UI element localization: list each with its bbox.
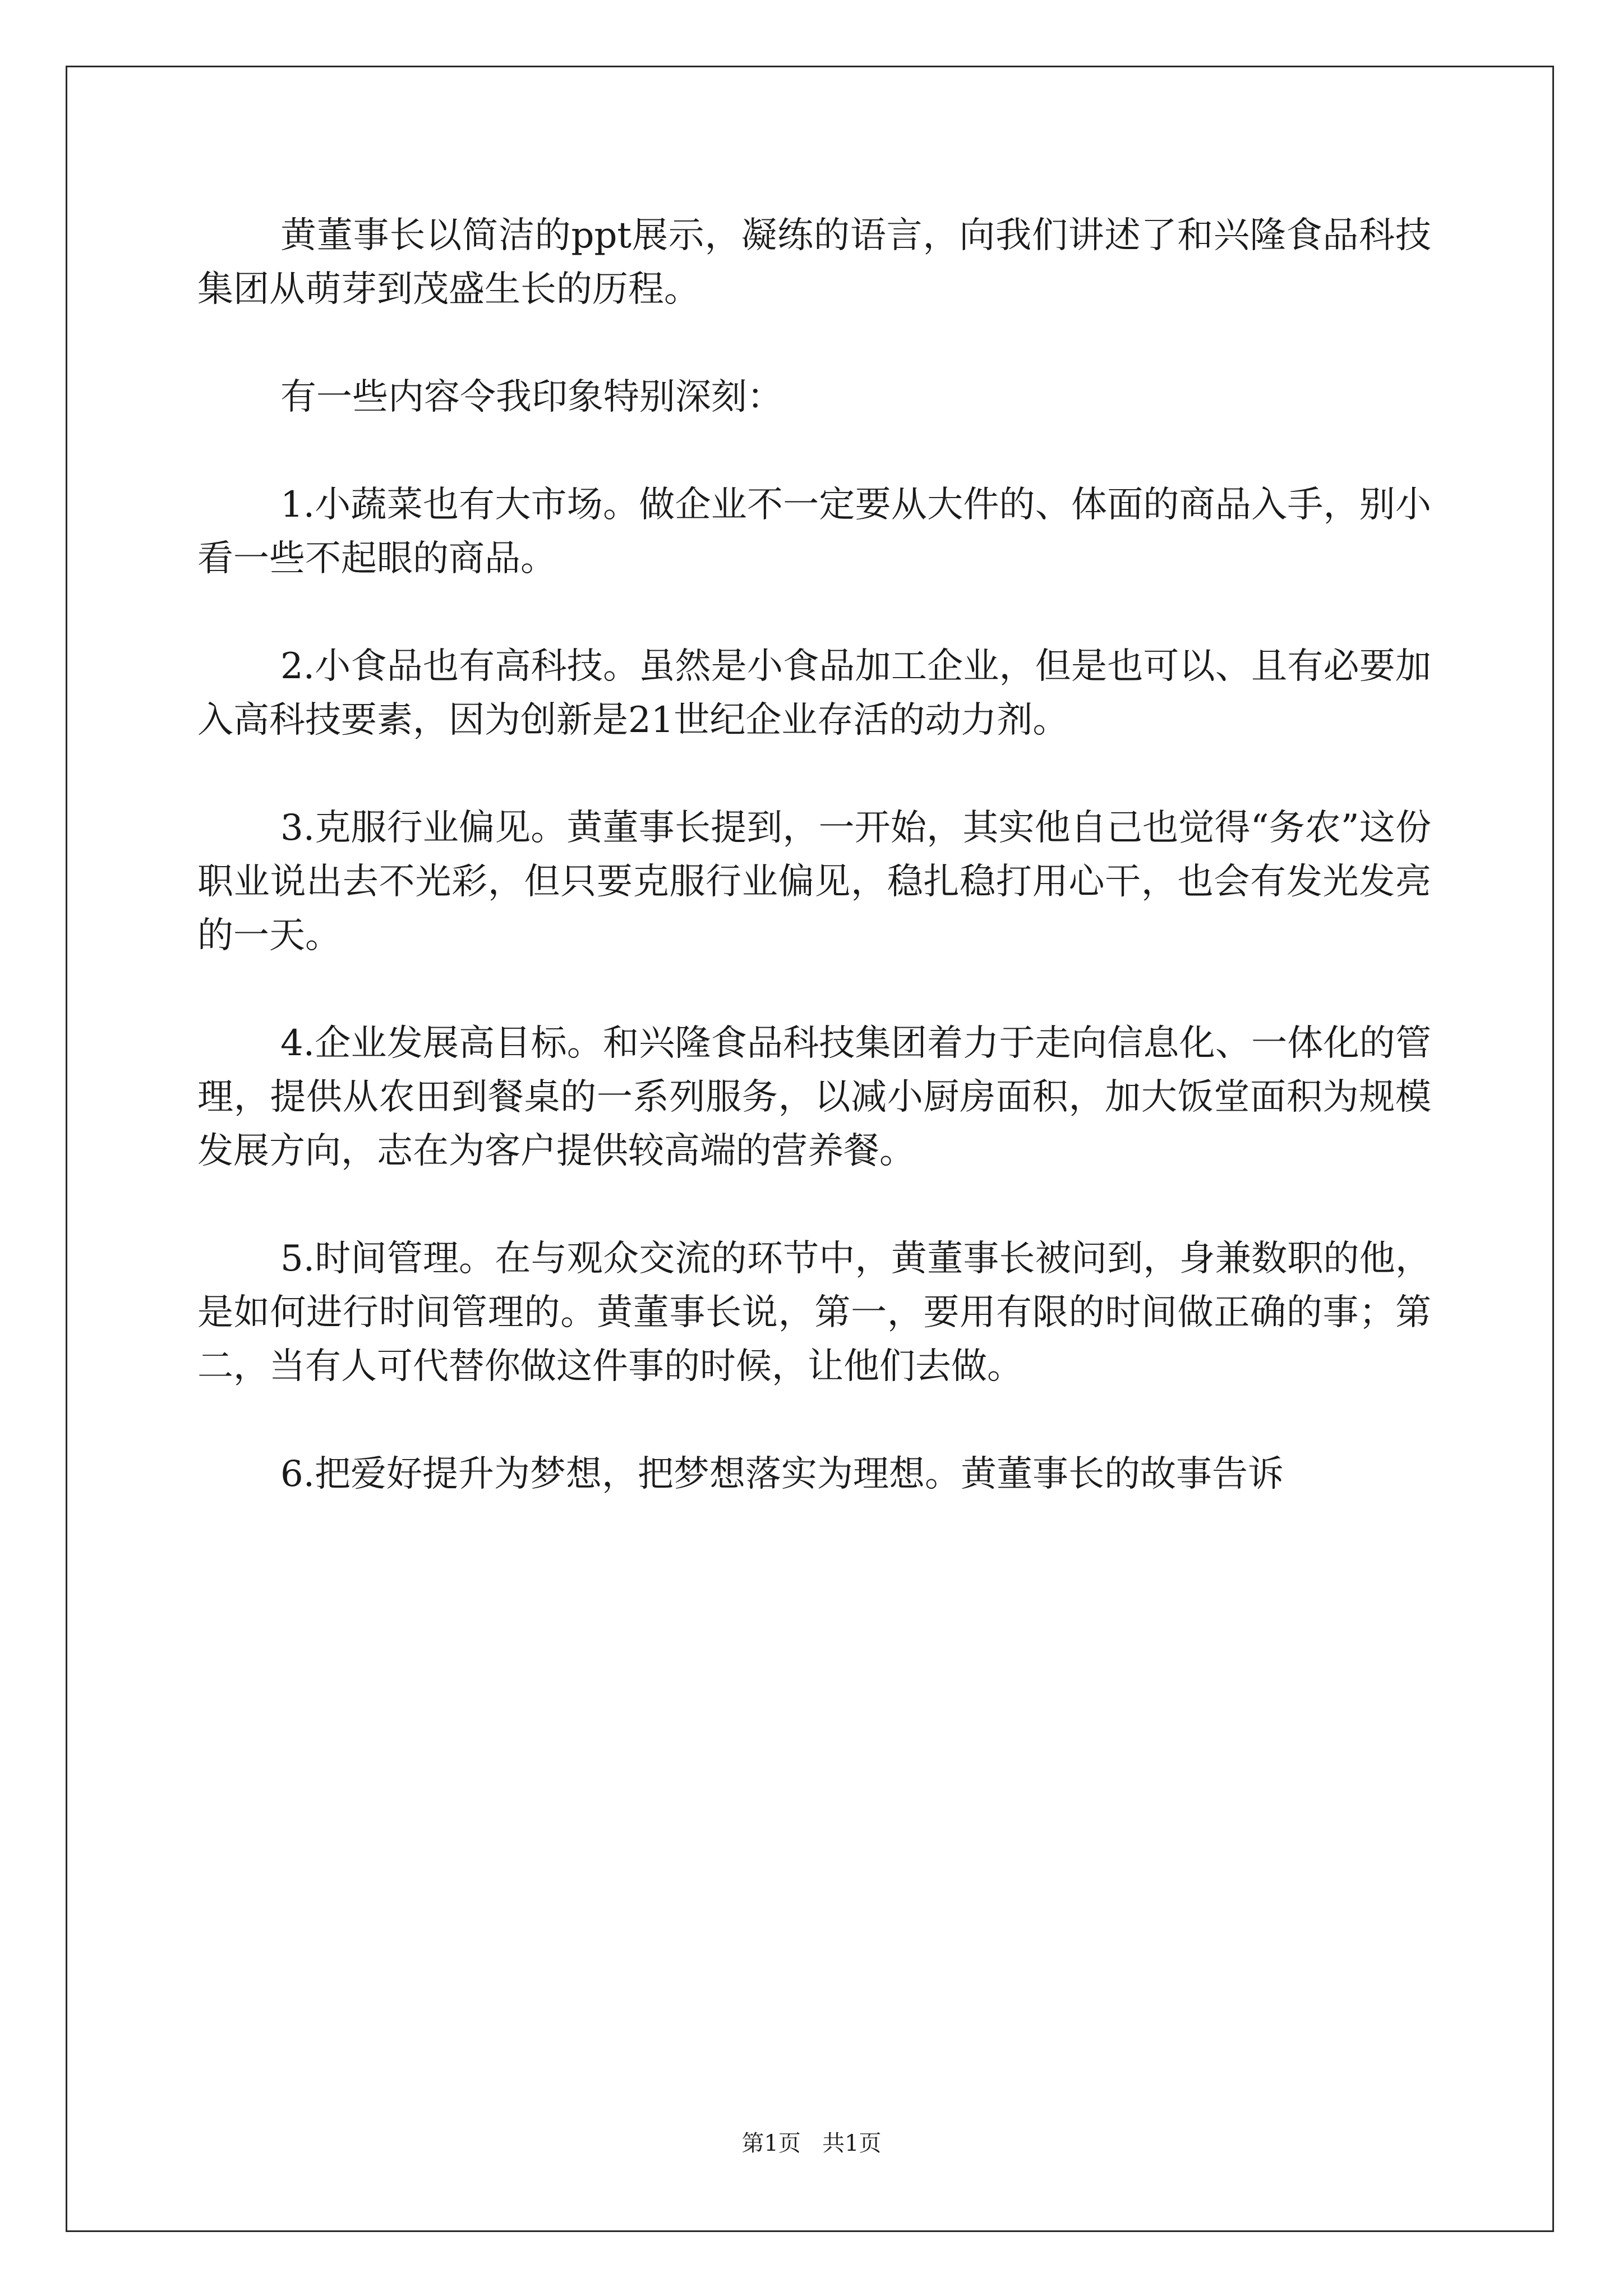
paragraph-impressions-lead: 有一些内容令我印象特别深刻： (280, 376, 783, 418)
page-number-total: 共1页 (822, 2131, 882, 2156)
paragraph-point-4: 4.企业发展高目标。和兴隆食品科技集团着力于走向信息化、一体化的管理，提供从农田到餐桌的一系列服务，以减小厨房面积，加大饭堂面积为规模发展方向，志在为客户提供较高端的营养餐。 (197, 1023, 1431, 1172)
paragraph-point-5: 5.时间管理。在与观众交流的环节中，黄董事长被问到，身兼数职的他，是如何进行时间管理的。黄董事长说，第一，要用有限的时间做正确的事；第二，当有人可代替你做这件事的时候，让他们去做。 (197, 1238, 1431, 1387)
paragraph-intro: 黄董事长以简洁的ppt展示，凝练的语言，向我们讲述了和兴隆食品科技集团从萌芽到茂盛生长的历程。 (197, 215, 1431, 310)
paragraph-point-6: 6.把爱好提升为梦想，把梦想落实为理想。黄董事长的故事告诉 (280, 1453, 1284, 1495)
page-footer (0, 2129, 1623, 2158)
document-body (197, 209, 1431, 1501)
page-number-current: 第1页 (741, 2131, 801, 2156)
paragraph-point-1: 1.小蔬菜也有大市场。做企业不一定要从大件的、体面的商品入手，别小看一些不起眼的商品。 (197, 484, 1431, 579)
paragraph-point-2: 2.小食品也有高科技。虽然是小食品加工企业，但是也可以、且有必要加入高科技要素，因为创新是21世纪企业存活的动力剂。 (197, 646, 1431, 741)
paragraph-point-3: 3.克服行业偏见。黄董事长提到，一开始，其实他自己也觉得“务农”这份职业说出去不光彩，但只要克服行业偏见，稳扎稳打用心干，也会有发光发亮的一天。 (197, 807, 1431, 956)
